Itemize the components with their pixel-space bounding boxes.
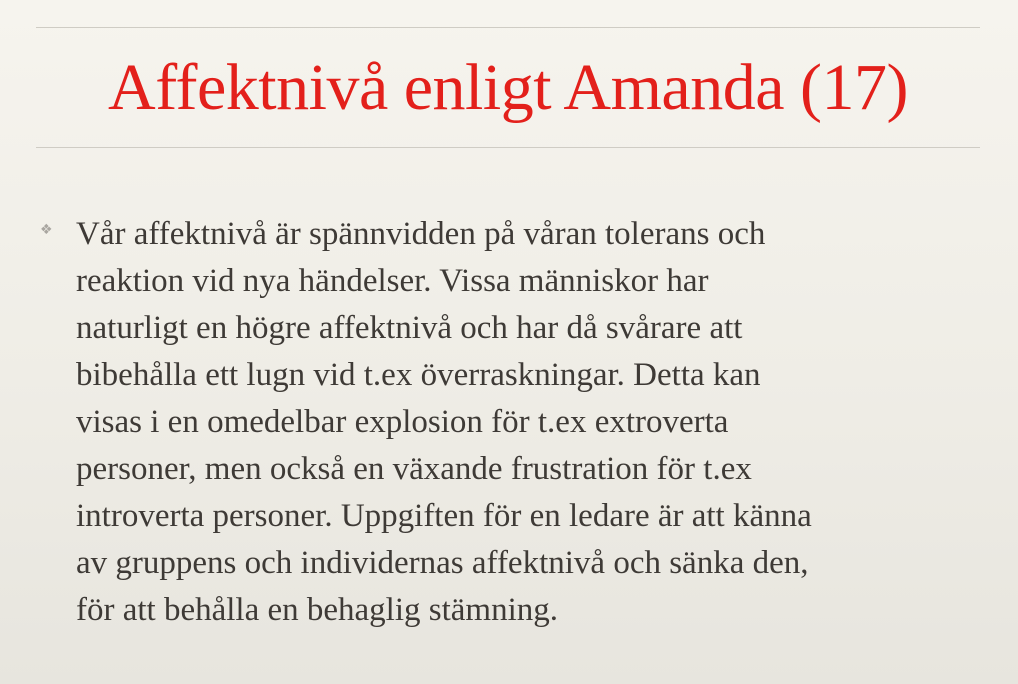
bullet-text-line: för att behålla en behaglig stämning.	[76, 592, 559, 628]
bullet-text-line: Vår affektnivå är spännvidden på våran tolerans och	[76, 216, 766, 252]
bullet-text-line: introverta personer. Uppgiften för en ledare är att känna	[76, 498, 812, 534]
bullet-text	[76, 211, 985, 634]
title-top-rule	[36, 27, 980, 28]
slide-title: Affektnivå enligt Amanda (17)	[108, 51, 908, 124]
bullet-text-line: naturligt en högre affektnivå och har då svårare att	[76, 310, 743, 346]
bullet-text-line: personer, men också en växande frustration för t.ex	[76, 451, 752, 487]
title-bottom-rule	[36, 147, 980, 148]
bullet-text-line: av gruppens och individernas affektnivå och sänka den,	[76, 545, 809, 581]
bullet-list	[40, 211, 985, 634]
bullet-diamond-icon: ❖	[40, 222, 53, 238]
bullet-item	[40, 211, 985, 634]
bullet-text-line: bibehålla ett lugn vid t.ex överraskningar. Detta kan	[76, 357, 761, 393]
bullet-text-line: visas i en omedelbar explosion för t.ex extroverta	[76, 404, 729, 440]
bullet-text-line: reaktion vid nya händelser. Vissa människor har	[76, 263, 709, 299]
